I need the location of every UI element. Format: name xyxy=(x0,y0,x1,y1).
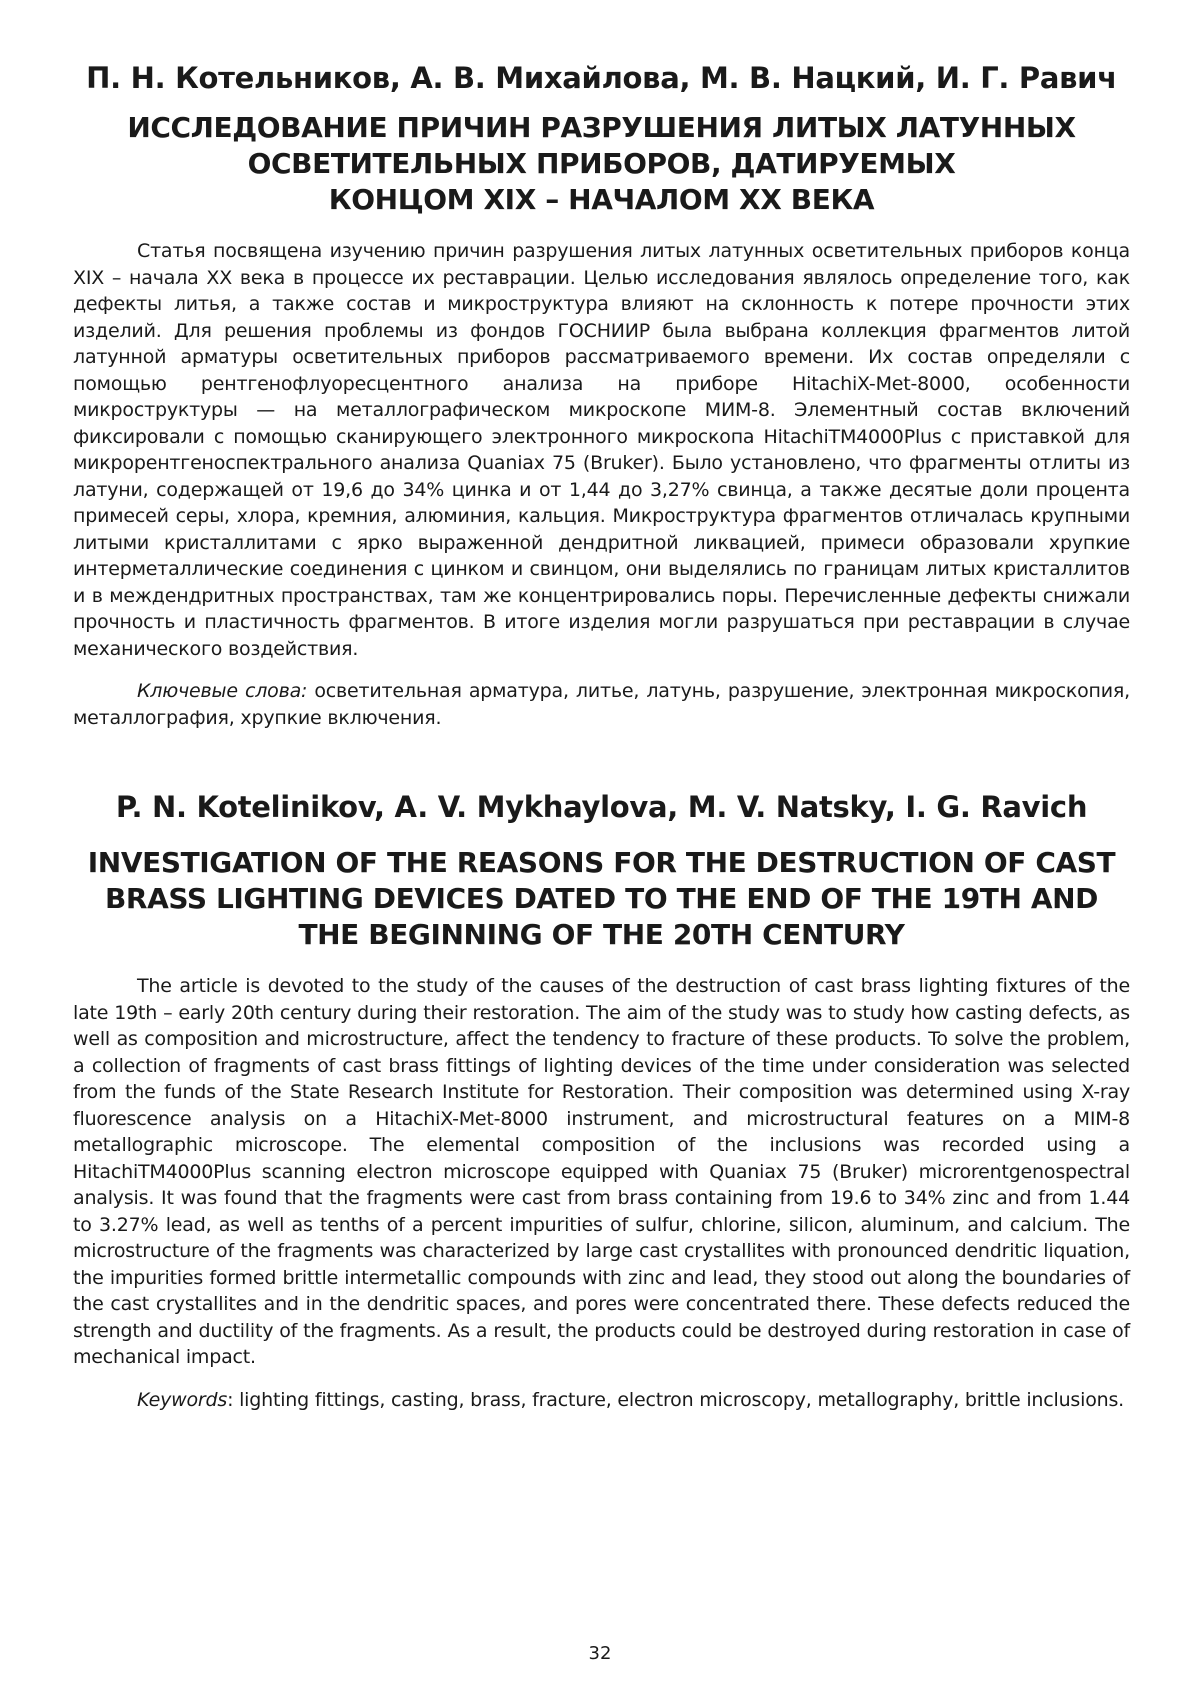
title-en xyxy=(73,845,1130,953)
keywords-text-ru: осветительная арматура, литье, латунь, разрушение, электронная микроскопия, металлография, хрупкие включения. xyxy=(73,680,1130,729)
title-ru-line: ИССЛЕДОВАНИЕ ПРИЧИН РАЗРУШЕНИЯ ЛИТЫХ ЛАТУННЫХ xyxy=(127,111,1076,144)
abstract-en: The article is devoted to the study of the causes of the destruction of cast brass lighting fixtures of the late 19th – early 20th century during their restoration. The aim of the study was to study how casting defects, as well as composition and microstructure, affect the tendency to fracture of these products. To solve the problem, a collection of fragments of cast brass fittings of lighting devices of the time under consideration was selected from the funds of the State Research Institute for Restoration. Their composition was determined using X-ray fluorescence analysis on a HitachiX-Met-8000 instrument, and microstructural features on a MIM-8 metallographic microscope. The elemental composition of the inclusions was recorded using a HitachiTM4000Plus scanning electron microscope equipped with Quaniax 75 (Bruker) microrentgenospectral analysis. It was found that the fragments were cast from brass containing from 19.6 to 34% zinc and from 1.44 to 3.27% lead, as well as tenths of a percent impurities of sulfur, chlorine, silicon, aluminum, and calcium. The microstructure of the fragments was characterized by large cast crystallites with pronounced dendritic liquation, the impurities formed brittle intermetallic compounds with zinc and lead, they stood out along the boundaries of the cast crystallites and in the dendritic spaces, and pores were concentrated there. These defects reduced the strength and ductility of the fragments. As a result, the products could be destroyed during restoration in case of mechanical impact. xyxy=(73,975,1130,1368)
abstract-ru: Статья посвящена изучению причин разрушения литых латунных осветительных приборов конца XIX – начала XX века в процессе их реставрации. Целью исследования являлось определение того, как дефекты литья, а также состав и микроструктура влияют на склонность к потере прочности этих изделий. Для решения проблемы из фондов ГОСНИИР была выбрана коллекция фрагментов литой латунной арматуры осветительных приборов рассматриваемого времени. Их состав определяли с помощью рентгенофлуоресцентного анализа на приборе HitachiX-Met-8000, особенности микроструктуры — на металлографическом микроскопе МИМ-8. Элементный состав включений фиксировали с помощью сканирующего электронного микроскопа HitachiTM4000Plus с приставкой для микрорентгеноспектрального анализа Quaniax 75 (Bruker). Было установлено, что фрагменты отлиты из латуни, содержащей от 19,6 до 34% цинка и от 1,44 до 3,27% свинца, а также десятые доли процента примесей серы, хлора, кремния, алюминия, кальция. Микроструктура фрагментов отличалась крупными литыми кристаллитами с ярко выраженной дендритной ликвацией, примеси образовали хрупкие интерметаллические соединения с цинком и свинцом, они выделялись по границам литых кристаллитов и в междендритных пространствах, там же концентрировались поры. Перечисленные дефекты снижали прочность и пластичность фрагментов. В итоге изделия могли разрушаться при реставрации в случае механического воздействия. xyxy=(73,240,1130,660)
page-number: 32 xyxy=(588,1643,612,1664)
authors-ru: П. Н. Котельников, А. В. Михайлова, М. В. Нацкий, И. Г. Равич xyxy=(86,61,1117,95)
title-ru-line: ОСВЕТИТЕЛЬНЫХ ПРИБОРОВ, ДАТИРУЕМЫХ xyxy=(247,147,956,180)
authors-en: P. N. Kotelinikov, A. V. Mykhaylova, M. V. Natsky, I. G. Ravich xyxy=(115,790,1088,824)
title-ru-line: КОНЦОМ XIX – НАЧАЛОМ XX ВЕКА xyxy=(328,183,875,216)
title-ru xyxy=(73,110,1130,218)
keywords-en xyxy=(73,1387,1130,1414)
title-en-line: INVESTIGATION OF THE REASONS FOR THE DESTRUCTION OF CAST xyxy=(87,846,1116,879)
keywords-label-en: Keywords xyxy=(137,1388,228,1411)
keywords-text-en: : lighting fittings, casting, brass, fracture, electron microscopy, metallography, brittle inclusions. xyxy=(227,1388,1124,1411)
title-en-line: BRASS LIGHTING DEVICES DATED TO THE END OF THE 19TH AND xyxy=(104,882,1099,915)
keywords-ru xyxy=(73,678,1130,731)
title-en-line: THE BEGINNING OF THE 20TH CENTURY xyxy=(298,918,905,951)
english-block xyxy=(73,789,1130,1413)
keywords-label-ru: Ключевые слова: xyxy=(137,680,308,702)
russian-block xyxy=(73,60,1130,731)
article-page xyxy=(73,60,1130,1413)
